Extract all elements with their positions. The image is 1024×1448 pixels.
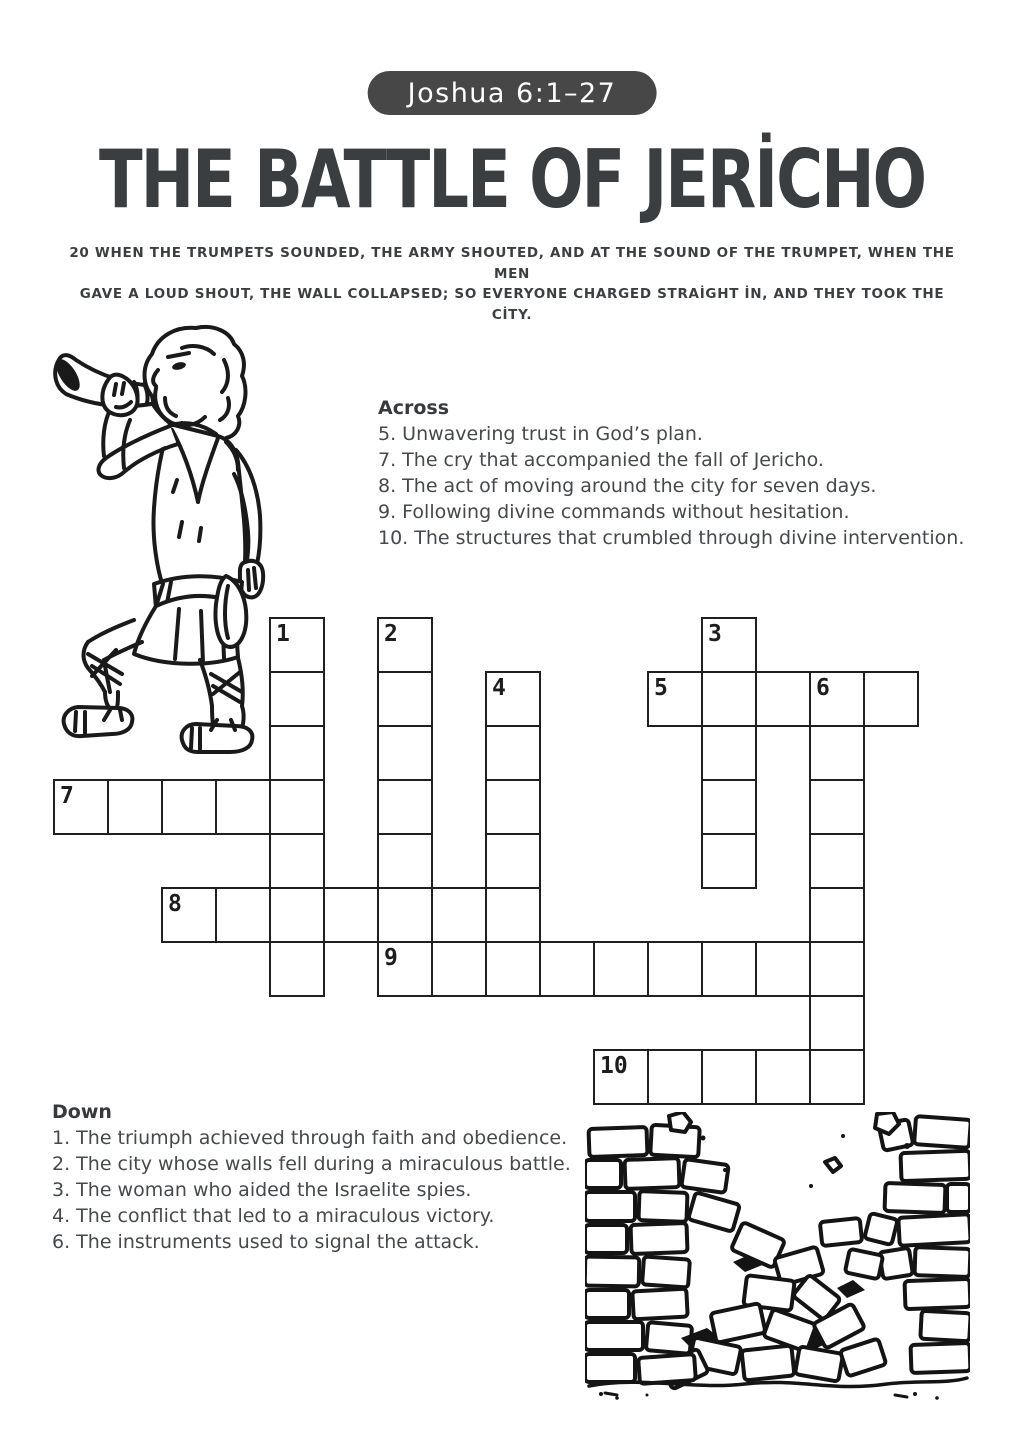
- crossword-cell[interactable]: [161, 887, 217, 943]
- cell-number: 5: [654, 675, 668, 701]
- crossword-cell[interactable]: [809, 995, 865, 1051]
- crossword-cell[interactable]: [701, 941, 757, 997]
- crossword-cell[interactable]: [377, 941, 433, 997]
- crossword-cell[interactable]: [215, 779, 271, 835]
- verse-line-1: 20 WHEN THE TRUMPETS SOUNDED, THE ARMY SHOUTED, AND AT THE SOUND OF THE TRUMPET, WHEN THE MEN: [69, 245, 955, 282]
- verse-line-2: GAVE A LOUD SHOUT, THE WALL COLLAPSED; SO EVERYONE CHARGED STRAİGHT İN, AND THEY TOOK THE CİTY.: [79, 286, 945, 323]
- crossword-cell[interactable]: [269, 833, 325, 889]
- worksheet-title: THE BATTLE OF JERİCHO: [98, 134, 926, 228]
- across-clues: [378, 395, 978, 551]
- crossword-cell[interactable]: [377, 671, 433, 727]
- crossword-cell[interactable]: [377, 887, 433, 943]
- crossword-cell[interactable]: [755, 1049, 811, 1105]
- crossword-cell[interactable]: [809, 725, 865, 781]
- crossword-cell[interactable]: [215, 887, 271, 943]
- down-heading: Down: [52, 1101, 112, 1123]
- cell-number: 4: [492, 675, 506, 701]
- man-illustration: [30, 322, 292, 777]
- crossword-cell[interactable]: [377, 833, 433, 889]
- scripture-badge: Joshua 6:1–27: [368, 71, 657, 115]
- cell-number: 10: [600, 1053, 628, 1079]
- clue-item: 10. The structures that crumbled through divine intervention.: [378, 527, 965, 549]
- crossword-cell[interactable]: [377, 725, 433, 781]
- cell-number: 9: [384, 945, 398, 971]
- crossword-cell[interactable]: [269, 887, 325, 943]
- clue-item: 9. Following divine commands without hesitation.: [378, 501, 850, 523]
- cell-number: 3: [708, 621, 722, 647]
- clue-item: 1. The triumph achieved through faith and obedience.: [52, 1127, 568, 1149]
- crossword-cell[interactable]: [809, 887, 865, 943]
- crossword-cell[interactable]: [485, 941, 541, 997]
- clue-item: 3. The woman who aided the Israelite spies.: [52, 1179, 472, 1201]
- cell-number: 1: [276, 621, 290, 647]
- crossword-cell[interactable]: [863, 671, 919, 727]
- cell-number: 2: [384, 621, 398, 647]
- crossword-cell[interactable]: [701, 725, 757, 781]
- crossword-cell[interactable]: [701, 671, 757, 727]
- wall-illustration: [585, 1112, 970, 1402]
- clue-item: 6. The instruments used to signal the attack.: [52, 1231, 480, 1253]
- cell-number: 8: [168, 891, 182, 917]
- cell-number: 6: [816, 675, 830, 701]
- down-clue-list: [52, 1125, 612, 1255]
- crossword-cell[interactable]: [485, 833, 541, 889]
- crossword-cell[interactable]: [53, 779, 109, 835]
- crossword-cell[interactable]: [485, 887, 541, 943]
- verse-text: [62, 243, 962, 325]
- crossword-cell[interactable]: [755, 941, 811, 997]
- clue-item: 5. Unwavering trust in God’s plan.: [378, 423, 703, 445]
- crossword-cell[interactable]: [323, 887, 379, 943]
- crossword-cell[interactable]: [161, 779, 217, 835]
- clue-item: 7. The cry that accompanied the fall of Jericho.: [378, 449, 824, 471]
- crossword-cell[interactable]: [269, 779, 325, 835]
- crossword-cell[interactable]: [485, 671, 541, 727]
- crossword-cell[interactable]: [269, 725, 325, 781]
- crossword-cell[interactable]: [485, 779, 541, 835]
- crossword-cell[interactable]: [647, 671, 703, 727]
- crossword-cell[interactable]: [593, 1049, 649, 1105]
- crossword-cell[interactable]: [809, 671, 865, 727]
- crossword-cell[interactable]: [431, 887, 487, 943]
- crossword-cell[interactable]: [647, 941, 703, 997]
- crossword-cell[interactable]: [701, 1049, 757, 1105]
- crossword-cell[interactable]: [377, 617, 433, 673]
- crossword-cell[interactable]: [647, 1049, 703, 1105]
- crossword-cell[interactable]: [809, 833, 865, 889]
- crossword-cell[interactable]: [809, 779, 865, 835]
- crossword-cell[interactable]: [701, 779, 757, 835]
- crossword-cell[interactable]: [809, 1049, 865, 1105]
- crossword-cell[interactable]: [701, 833, 757, 889]
- clue-item: 8. The act of moving around the city for seven days.: [378, 475, 877, 497]
- clue-item: 2. The city whose walls fell during a miraculous battle.: [52, 1153, 571, 1175]
- crossword-cell[interactable]: [269, 671, 325, 727]
- crossword-cell[interactable]: [755, 671, 811, 727]
- crossword-cell[interactable]: [539, 941, 595, 997]
- clue-item: 4. The conflict that led to a miraculous victory.: [52, 1205, 495, 1227]
- crossword-cell[interactable]: [431, 941, 487, 997]
- crossword-cell[interactable]: [485, 725, 541, 781]
- crossword-cell[interactable]: [107, 779, 163, 835]
- across-clue-list: [378, 421, 978, 551]
- crossword-cell[interactable]: [593, 941, 649, 997]
- down-clues: [52, 1099, 612, 1255]
- across-heading: Across: [378, 397, 450, 419]
- crossword-cell[interactable]: [809, 941, 865, 997]
- crossword-cell[interactable]: [269, 617, 325, 673]
- crossword-cell[interactable]: [377, 779, 433, 835]
- crossword-cell[interactable]: [701, 617, 757, 673]
- crossword-cell[interactable]: [269, 941, 325, 997]
- cell-number: 7: [60, 783, 74, 809]
